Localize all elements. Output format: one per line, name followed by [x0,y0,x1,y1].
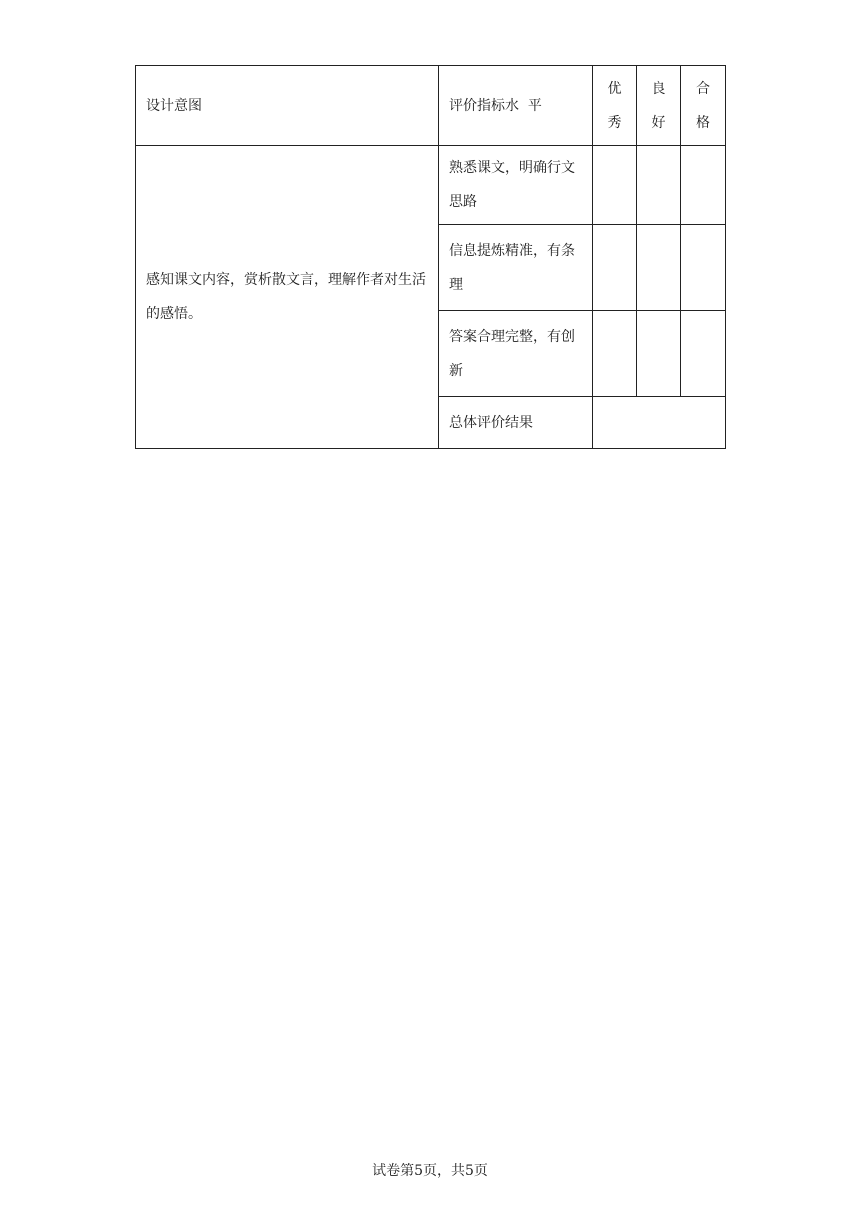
evaluation-rubric-table [135,65,726,449]
table-row [136,146,726,225]
header-design-intent: 设计意图 [136,66,439,146]
grade-pass-cell[interactable] [681,225,726,311]
grade-good-cell[interactable] [637,146,681,225]
header-grade-excellent: 优秀 [593,66,637,146]
grade-pass-cell[interactable] [681,146,726,225]
header-grade-pass: 合格 [681,66,726,146]
table-header-row [136,66,726,146]
grade-excellent-cell[interactable] [593,146,637,225]
grade-good-cell[interactable] [637,311,681,397]
indicator-cell: 熟悉课文，明确行文思路 [439,146,593,225]
header-indicator-level: 评价指标水 平 [439,66,593,146]
grade-good-cell[interactable] [637,225,681,311]
page-footer: 试卷第5页，共5页 [372,1163,488,1179]
grade-pass-cell[interactable] [681,311,726,397]
indicator-cell: 信息提炼精准，有条理 [439,225,593,311]
overall-result-cell[interactable] [593,397,726,449]
indicator-cell: 答案合理完整，有创新 [439,311,593,397]
overall-label-cell: 总体评价结果 [439,397,593,449]
design-intent-cell: 感知课文内容，赏析散文言，理解作者对生活的感悟。 [136,146,439,449]
header-grade-good: 良好 [637,66,681,146]
grade-excellent-cell[interactable] [593,225,637,311]
grade-excellent-cell[interactable] [593,311,637,397]
